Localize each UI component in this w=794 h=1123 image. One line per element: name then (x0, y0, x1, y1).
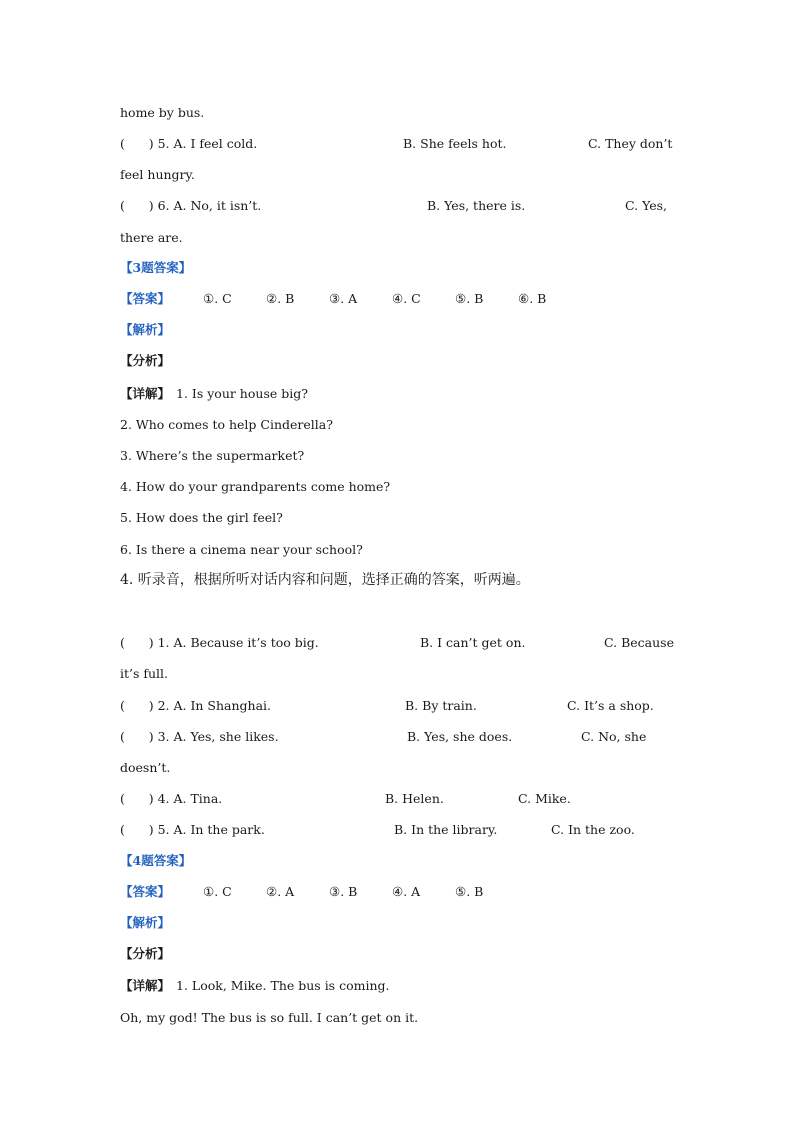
q4-item3-option-a: ( ) 3. A. Yes, she likes. (120, 729, 279, 744)
q4-item2-option-a: ( ) 2. A. In Shanghai. (120, 698, 271, 713)
q3-answer-2: ②. B (266, 291, 295, 306)
q3-item5-option-b: B. She feels hot. (403, 136, 507, 151)
q4-item5-option-c: C. In the zoo. (551, 822, 635, 837)
q4-item2-option-b: B. By train. (405, 698, 477, 713)
q3-detail-3: 3. Where’s the supermarket? (120, 448, 305, 463)
q3-detail-text-1: 1. Is your house big? (176, 386, 308, 401)
q3-answer-heading: 【3题答案】 (120, 260, 192, 275)
q3-line-home-by-bus: home by bus. (120, 105, 205, 120)
q4-answer-4: ④. A (392, 884, 421, 899)
q4-item4 (120, 789, 680, 809)
q3-fenxi-label: 【分析】 (120, 353, 171, 368)
q4-item3-option-b: B. Yes, she does. (407, 729, 513, 744)
q3-answer-5: ⑤. B (455, 291, 484, 306)
q4-item1-option-b: B. I can’t get on. (420, 635, 526, 650)
q4-analysis-label: 【解析】 (120, 915, 171, 930)
q4-answer-2: ②. A (266, 884, 295, 899)
q3-item5-continuation: feel hungry. (120, 167, 195, 182)
q3-answer-4: ④. C (392, 291, 421, 306)
q4-detail-1 (120, 976, 680, 996)
q4-item3-option-c: C. No, she (581, 729, 647, 744)
q4-item1-option-c: C. Because (604, 635, 674, 650)
q3-detail-1 (120, 384, 680, 404)
q3-item5-option-c: C. They don’t (588, 136, 673, 151)
q4-detail-label: 【详解】 (120, 978, 171, 993)
q4-answer-3: ③. B (329, 884, 358, 899)
q3-analysis-label: 【解析】 (120, 322, 171, 337)
q3-answer-6: ⑥. B (518, 291, 547, 306)
q4-item4-option-b: B. Helen. (385, 791, 444, 806)
q4-item1-option-a: ( ) 1. A. Because it’s too big. (120, 635, 319, 650)
q3-answer-row (120, 289, 680, 309)
q4-item3 (120, 727, 680, 747)
q4-answer-5: ⑤. B (455, 884, 484, 899)
q3-item5-option-a: ( ) 5. A. I feel cold. (120, 136, 258, 151)
q3-item6-option-b: B. Yes, there is. (427, 198, 526, 213)
q4-fenxi-label: 【分析】 (120, 946, 171, 961)
q4-item2 (120, 696, 680, 716)
q3-item6-option-c: C. Yes, (625, 198, 668, 213)
q3-item6-continuation: there are. (120, 230, 183, 245)
q4-answer-label: 【答案】 (120, 884, 171, 899)
q4-item1 (120, 633, 680, 653)
q4-item5-option-a: ( ) 5. A. In the park. (120, 822, 265, 837)
q3-detail-label: 【详解】 (120, 386, 171, 401)
q3-answer-label: 【答案】 (120, 291, 171, 306)
q3-detail-2: 2. Who comes to help Cinderella? (120, 417, 333, 432)
q3-detail-5: 5. How does the girl feel? (120, 510, 283, 525)
q3-answer-1: ①. C (203, 291, 232, 306)
q4-answer-1: ①. C (203, 884, 232, 899)
q4-item5 (120, 820, 680, 840)
q3-item5 (120, 134, 680, 154)
q4-item4-option-c: C. Mike. (518, 791, 571, 806)
q4-item2-option-c: C. It’s a shop. (567, 698, 654, 713)
q4-item1-continuation: it’s full. (120, 666, 169, 681)
q4-detail-1-continuation: Oh, my god! The bus is so full. I can’t get on it. (120, 1010, 419, 1025)
q4-answer-heading: 【4题答案】 (120, 853, 192, 868)
q3-item6-option-a: ( ) 6. A. No, it isn’t. (120, 198, 262, 213)
q4-answer-row (120, 882, 680, 902)
q4-item3-continuation: doesn’t. (120, 760, 171, 775)
q4-item4-option-a: ( ) 4. A. Tina. (120, 791, 223, 806)
q3-item6 (120, 196, 680, 216)
q3-detail-6: 6. Is there a cinema near your school? (120, 542, 363, 557)
q4-item5-option-b: B. In the library. (394, 822, 498, 837)
q4-instruction: 4. 听录音，根据所听对话内容和问题，选择正确的答案，听两遍。 (120, 572, 530, 588)
q3-answer-3: ③. A (329, 291, 358, 306)
q3-detail-4: 4. How do your grandparents come home? (120, 479, 391, 494)
q4-detail-text-1: 1. Look, Mike. The bus is coming. (176, 978, 390, 993)
